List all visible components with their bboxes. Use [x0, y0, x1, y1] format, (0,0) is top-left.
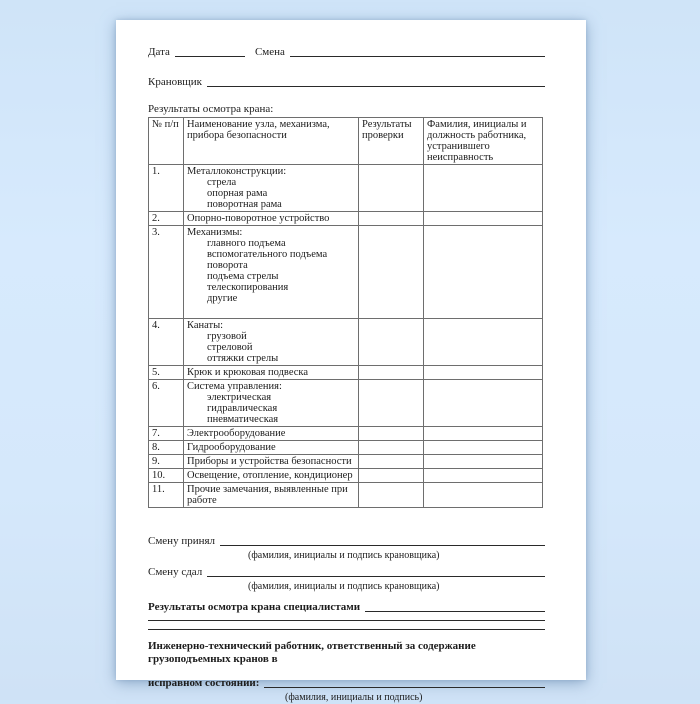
- specialists-extra-line-2: [148, 629, 545, 630]
- row-name-cell: [184, 319, 359, 366]
- engineer-fill-line: [264, 686, 545, 688]
- row-number: 9.: [149, 455, 184, 469]
- row-name-cell: [184, 469, 359, 483]
- row-fixer-cell: [424, 427, 543, 441]
- row-title: Канаты:: [187, 320, 224, 331]
- row-number: 1.: [149, 165, 184, 212]
- row-subline: гидравлическая: [207, 403, 278, 414]
- table-row: [149, 427, 543, 441]
- row-result-cell: [359, 366, 424, 380]
- row-number: 11.: [149, 483, 184, 508]
- date-label: Дата: [148, 46, 170, 58]
- row-name-cell: [184, 212, 359, 226]
- row-number: 7.: [149, 427, 184, 441]
- row-number: 3.: [149, 226, 184, 319]
- row-name-cell: [184, 441, 359, 455]
- row-name-cell: [184, 455, 359, 469]
- table-row: [149, 441, 543, 455]
- row-title: Крюк и крюковая подвеска: [187, 367, 309, 378]
- shift-accepted-caption: (фамилия, инициалы и подпись крановщика): [248, 550, 440, 561]
- table-row: [149, 226, 543, 319]
- shift-handed-caption: (фамилия, инициалы и подпись крановщика): [248, 581, 440, 592]
- engineer-text-line2: исправном состоянии:: [148, 677, 260, 689]
- table-row: [149, 319, 543, 366]
- table-row: [149, 165, 543, 212]
- row-result-cell: [359, 380, 424, 427]
- shift-label: Смена: [254, 46, 285, 58]
- row-subline: оттяжки стрелы: [207, 353, 279, 364]
- row-result-cell: [359, 469, 424, 483]
- row-subline: грузовой: [207, 331, 247, 342]
- table-row: [149, 212, 543, 226]
- row-result-cell: [359, 226, 424, 319]
- row-subline: вспомогательного подъема: [207, 249, 328, 260]
- specialists-fill-line: [365, 610, 545, 612]
- row-result-cell: [359, 319, 424, 366]
- row-subline: стрела: [207, 177, 237, 188]
- row-name-cell: [184, 366, 359, 380]
- date-fill-line: [175, 55, 245, 57]
- shift-fill-line: [290, 55, 545, 57]
- row-fixer-cell: [424, 226, 543, 319]
- row-name-cell: [184, 427, 359, 441]
- table-header-row: [149, 118, 543, 165]
- table-row: [149, 469, 543, 483]
- row-subline: телескопирования: [207, 282, 289, 293]
- engineer-text-line1: Инженерно-технический работник, ответственный за содержание грузоподъемных кранов в: [148, 640, 476, 665]
- operator-row: [148, 76, 545, 89]
- row-fixer-cell: [424, 165, 543, 212]
- row-number: 2.: [149, 212, 184, 226]
- row-number: 5.: [149, 366, 184, 380]
- engineer-caption: (фамилия, инициалы и подпись): [285, 692, 423, 703]
- row-title: Гидрооборудование: [187, 442, 276, 453]
- row-subline: опорная рама: [207, 188, 268, 199]
- table-row: [149, 366, 543, 380]
- table-row: [149, 455, 543, 469]
- row-name-cell: [184, 380, 359, 427]
- shift-handed-fill-line: [207, 575, 545, 577]
- shift-handed-label: Смену сдал: [148, 566, 203, 578]
- table-row: [149, 483, 543, 508]
- row-fixer-cell: [424, 483, 543, 508]
- row-result-cell: [359, 165, 424, 212]
- operator-fill-line: [207, 85, 545, 87]
- specialists-row: [148, 601, 545, 614]
- row-subline: главного подъема: [207, 238, 286, 249]
- row-subline: подъема стрелы: [207, 271, 279, 282]
- row-fixer-cell: [424, 455, 543, 469]
- row-subline: поворотная рама: [207, 199, 282, 210]
- row-name-cell: [184, 226, 359, 319]
- shift-accepted-fill-line: [220, 544, 545, 546]
- row-name-cell: [184, 483, 359, 508]
- row-title: Система управления:: [187, 381, 282, 392]
- specialists-label: Результаты осмотра крана специалистами: [148, 601, 361, 613]
- row-subline: пневматическая: [207, 414, 279, 425]
- row-title: Металлоконструкции:: [187, 166, 287, 177]
- inspection-table: [148, 117, 543, 508]
- row-subline: поворота: [207, 260, 248, 271]
- row-fixer-cell: [424, 366, 543, 380]
- row-result-cell: [359, 455, 424, 469]
- row-fixer-cell: [424, 380, 543, 427]
- intro-text: Результаты осмотра крана:: [148, 103, 274, 115]
- row-result-cell: [359, 212, 424, 226]
- shift-accepted-label: Смену принял: [148, 535, 216, 547]
- shift-accepted-row: [148, 535, 545, 548]
- row-title: Прочие замечания, выявленные при работе: [187, 484, 348, 506]
- form-page: [116, 20, 586, 703]
- row-number: 6.: [149, 380, 184, 427]
- row-subline: электрическая: [207, 392, 272, 403]
- row-number: 4.: [149, 319, 184, 366]
- row-fixer-cell: [424, 441, 543, 455]
- header-fixer: Фамилия, инициалы и должность работника, устранившего неисправность: [424, 118, 543, 165]
- row-title: Приборы и устройства безопасности: [187, 456, 352, 467]
- row-subline: другие: [207, 293, 238, 304]
- table-row: [149, 380, 543, 427]
- row-title: Опорно-поворотное устройство: [187, 213, 330, 224]
- specialists-extra-line-1: [148, 614, 545, 621]
- row-title: Освещение, отопление, кондиционер: [187, 470, 353, 481]
- date-shift-row: [148, 46, 545, 59]
- row-result-cell: [359, 441, 424, 455]
- row-fixer-cell: [424, 469, 543, 483]
- row-name-cell: [184, 165, 359, 212]
- row-fixer-cell: [424, 319, 543, 366]
- operator-label: Крановщик: [148, 76, 203, 88]
- header-num: № п/п: [149, 118, 184, 165]
- shift-handed-row: [148, 566, 545, 579]
- row-number: 10.: [149, 469, 184, 483]
- header-name: Наименование узла, механизма, прибора безопасности: [184, 118, 359, 165]
- row-result-cell: [359, 427, 424, 441]
- engineer-row: [148, 677, 545, 690]
- row-title: Электрооборудование: [187, 428, 286, 439]
- row-result-cell: [359, 483, 424, 508]
- row-number: 8.: [149, 441, 184, 455]
- row-title: Механизмы:: [187, 227, 243, 238]
- header-result: Результаты проверки: [359, 118, 424, 165]
- row-subline: стреловой: [207, 342, 253, 353]
- row-fixer-cell: [424, 212, 543, 226]
